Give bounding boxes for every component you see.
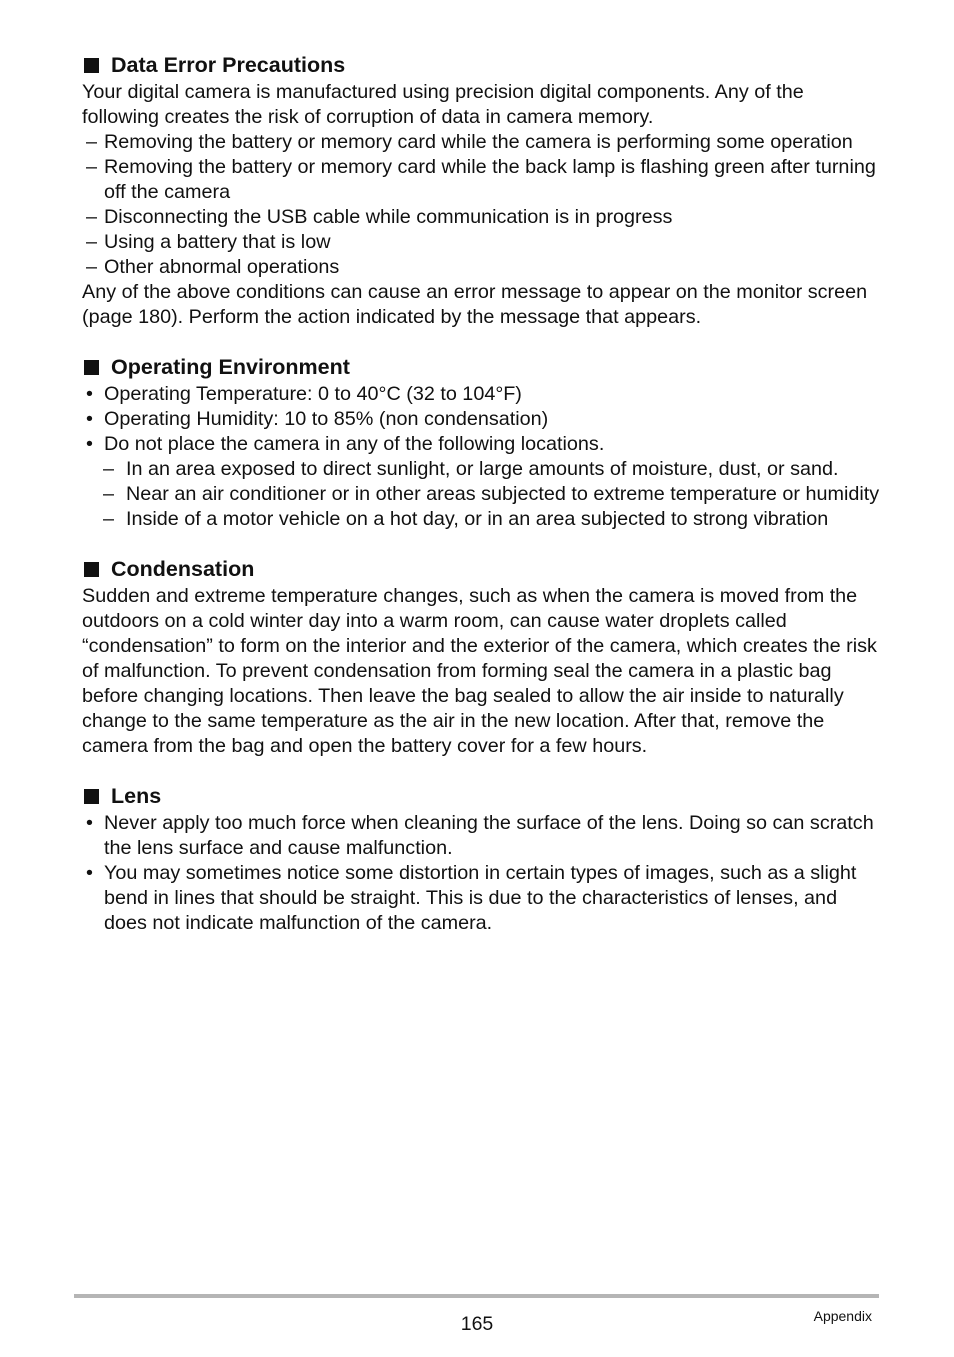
dash-marker: – [86, 231, 98, 253]
sub-list-item [82, 507, 882, 532]
body-paragraph: Sudden and extreme temperature changes, such as when the camera is moved from the outdoors on a cold winter day into a warm room, can cause water droplets called “condensation” to form on the interior and the exterior of the camera, which creates the risk of malfunction. To prevent condensation from forming seal the camera in a plastic bag before changing locations. Then leave the bag sealed to allow the air inside to naturally change to the same temperature as the air in the new location. After that, remove the camera from the bag and open the battery cover for a few hours. [82, 585, 877, 757]
bullet-marker: • [86, 433, 93, 455]
bullet-list [82, 382, 882, 532]
section-lens [82, 781, 882, 936]
list-item [82, 155, 882, 205]
footer-divider [74, 1294, 879, 1298]
section-data-error-precautions [82, 50, 882, 330]
list-item-text: Inside of a motor vehicle on a hot day, or in an area subjected to strong vibration [126, 508, 829, 530]
list-item-text: Operating Humidity: 10 to 85% (non condensation) [104, 408, 549, 430]
bullet-marker: • [86, 812, 93, 834]
list-item-text: Removing the battery or memory card while the back lamp is flashing green after turning off the camera [104, 156, 876, 203]
square-bullet-icon [84, 58, 99, 73]
section-condensation [82, 554, 882, 759]
list-item-text: Using a battery that is low [104, 231, 331, 253]
list-item [82, 382, 882, 407]
sub-list-item [82, 457, 882, 482]
section-heading [84, 554, 882, 584]
list-item-text: Operating Temperature: 0 to 40°C (32 to 104°F) [104, 383, 522, 405]
list-item [82, 811, 882, 861]
section-operating-environment [82, 352, 882, 532]
dash-marker: – [103, 483, 115, 505]
list-item [82, 230, 882, 255]
heading-text: Lens [111, 784, 162, 808]
section-heading [84, 50, 882, 80]
list-item-text: Removing the battery or memory card while the camera is performing some operation [104, 131, 853, 153]
footer-section-label: Appendix [813, 1308, 872, 1324]
section-heading [84, 781, 882, 811]
square-bullet-icon [84, 562, 99, 577]
section-heading [84, 352, 882, 382]
list-item-text: Other abnormal operations [104, 256, 340, 278]
list-item-text: Do not place the camera in any of the following locations. [104, 433, 605, 455]
list-item [82, 130, 882, 155]
list-item-text: Disconnecting the USB cable while communication is in progress [104, 206, 673, 228]
square-bullet-icon [84, 360, 99, 375]
list-item-text: Near an air conditioner or in other areas subjected to extreme temperature or humidity [126, 483, 880, 505]
list-item [82, 407, 882, 432]
heading-text: Data Error Precautions [111, 53, 346, 77]
list-item [82, 432, 882, 457]
bullet-marker: • [86, 408, 93, 430]
list-item [82, 255, 882, 280]
outro-paragraph: Any of the above conditions can cause an error message to appear on the monitor screen (page 180). Perform the action indicated by the message that appears. [82, 281, 868, 328]
bullet-marker: • [86, 383, 93, 405]
dash-list [82, 130, 882, 280]
list-item [82, 861, 882, 936]
list-item [82, 205, 882, 230]
list-item-text: Never apply too much force when cleaning the surface of the lens. Doing so can scratch the lens surface and cause malfunction. [104, 812, 874, 859]
dash-marker: – [103, 508, 115, 530]
dash-marker: – [103, 458, 115, 480]
list-item-text: In an area exposed to direct sunlight, or large amounts of moisture, dust, or sand. [126, 458, 839, 480]
square-bullet-icon [84, 789, 99, 804]
dash-marker: – [86, 256, 98, 278]
list-item-text: You may sometimes notice some distortion in certain types of images, such as a slight bend in lines that should be straight. This is due to the characteristics of lenses, and does not indicate malfunction of the camera. [104, 862, 857, 934]
page-number: 165 [460, 1313, 494, 1335]
intro-paragraph: Your digital camera is manufactured using precision digital components. Any of the following creates the risk of corruption of data in camera memory. [82, 81, 804, 128]
dash-marker: – [86, 206, 98, 228]
heading-text: Condensation [111, 557, 255, 581]
dash-marker: – [86, 156, 98, 178]
dash-marker: – [86, 131, 98, 153]
bullet-marker: • [86, 862, 93, 884]
heading-text: Operating Environment [111, 355, 350, 379]
sub-list-item [82, 482, 882, 507]
bullet-list [82, 811, 882, 936]
page-content [82, 50, 882, 958]
